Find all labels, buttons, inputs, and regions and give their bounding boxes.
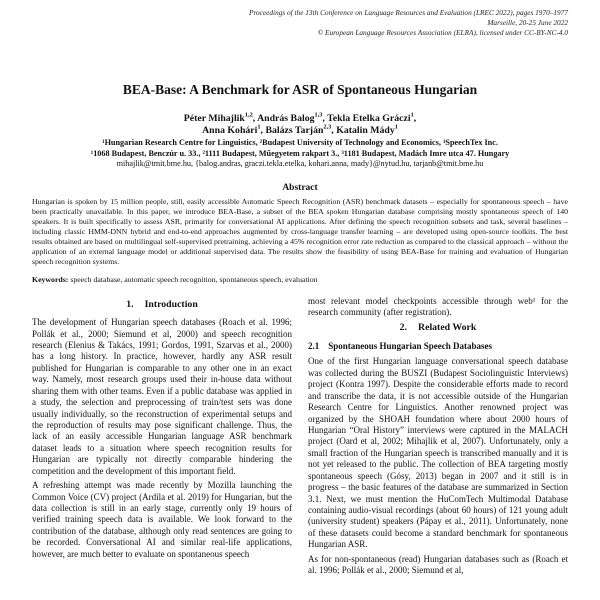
proceedings-header	[32, 8, 568, 38]
section-heading-introduction	[32, 299, 292, 311]
paragraph: A refreshing attempt was made recently by Mozilla launching the Common Voice (CV) project (Ardila et al. 2019) for Hungarian, but the data collection is still in an early stage, currently only 19 hours of verified training speech data is available. We look forward to the contribution of the database, although only read sentences are going to be recorded. Conversational AI and similar real-life applications, however, are much better to evaluate on spontaneous speech	[32, 480, 292, 559]
author-separator: ,	[260, 125, 266, 137]
authors-line-1	[32, 113, 568, 126]
section-heading-related-work	[308, 322, 568, 334]
left-column	[32, 296, 292, 580]
two-column-body	[32, 296, 568, 580]
author-3	[327, 113, 416, 124]
author-name: Péter Mihajlik	[183, 112, 245, 124]
paper-title: BEA-Base: A Benchmark for ASR of Spontaneous Hungarian	[122, 81, 478, 97]
author-name: Balázs Tarján	[265, 125, 324, 137]
keywords-line	[32, 275, 568, 284]
emails-line: mihajlik@tmit.bme.hu, {balog.andras, graczi.tekla.etelka, kohari.anna, mady}@nytud.hu, tarjanb@tmit.bme.hu	[116, 159, 484, 169]
author-affil-sup: 1,3	[314, 111, 323, 119]
paragraph: As for non-spontaneous (read) Hungarian databases such as (Roach et al. 1996; Pollák et al., 2000; Siemund et al,	[308, 553, 568, 576]
authors-line-2	[32, 125, 568, 138]
author-2	[257, 113, 327, 124]
author-name: Anna Kohári	[202, 125, 258, 137]
venue-date-line: Marseille, 20-25 June 2022	[487, 17, 568, 27]
author-separator: ,	[322, 112, 328, 124]
addresses-line: ¹1068 Budapest, Benczúr u. 33., ²1111 Budapest, Műegyetem rakpart 3., ³1181 Budapest, Madách Imre utca 47. Hungary	[90, 148, 510, 158]
authors-block	[32, 113, 568, 138]
author-affil-sup: 1	[394, 124, 398, 131]
subsection-number: 2.1	[308, 341, 320, 352]
author-name: Katalin Mády	[336, 125, 395, 137]
author-affil-sup: 1,2	[244, 111, 253, 119]
author-1	[184, 113, 257, 124]
author-5	[265, 125, 336, 136]
section-number: 2.	[399, 321, 408, 333]
author-separator: ,	[252, 112, 258, 124]
abstract-heading: Abstract	[282, 182, 318, 193]
subsection-title: Spontaneous Hungarian Speech Databases	[328, 341, 493, 352]
author-6	[336, 125, 398, 136]
right-column	[308, 296, 568, 580]
license-line: © European Language Resources Association (ELRA), licensed under CC-BY-NC-4.0	[317, 27, 568, 37]
section-number: 1.	[126, 298, 134, 310]
section-title: Related Work	[418, 321, 477, 333]
author-name: András Balog	[257, 112, 315, 124]
affiliations-line: ¹Hungarian Research Centre for Linguistics, ²Budapest University of Technology and Economics, ³SpeechTex Inc.	[102, 138, 498, 147]
author-name: Tekla Etelka Gráczi	[327, 112, 411, 124]
section-title: Introduction	[144, 298, 198, 310]
author-affil-sup: 2,3	[323, 124, 332, 131]
keywords-text: speech database, automatic speech recognition, spontaneous speech, evaluation	[68, 274, 318, 284]
paragraph: most relevant model checkpoints accessible through web¹ for the research community (after registration).	[308, 295, 568, 318]
subsection-heading-spontaneous-databases	[308, 341, 568, 352]
paragraph: One of the first Hungarian language conversational speech database was collected during the BUSZI (Budapest Sociolinguistic Interviews) project (Kontra 1997). Despite the considerable efforts made to record and transcribe the data, it is not accessible outside of the Hungarian Research Centre for Linguistics. Another renowned project was organized by the SHOAH foundation where about 2000 hours of Hungarian “Oral History” interviews were captured in the MALACH project (Oard et al, 2002; Mihajlik et al, 2007). Unfortunately, only a small fraction of the Hungarian speech is transcribed manually and it is not yet released to the public. The collection of BEA targeting mostly spontaneous speech (Gósy, 2013) began in 2007 and it still is in progress – the basic features of the database are summarized in Section 3.1. Next, we must mention the HuComTech Multimodal Database containing audio-visual recordings (about 60 hours) of 121 young adult (university student) speakers (Pápay et al., 2011). Unfortunately, none of these datasets could become a standard benchmark for spontaneous Hungarian ASR.	[308, 356, 568, 550]
paragraph: The development of Hungarian speech databases (Roach et al. 1996; Pollák et al., 2000; Siemund et al, 2000) and speech recognition research (Elenius & Takács, 1991; Gordos, 1991, Szarvas et al., 2000) has a long history. In practice, however, hardly any ASR result published for Hungarian is comparable to any other one in an exact way. Namely, most research groups used their in-house data without sharing them with other teams. Even if a public database was applied in a study, the selection and preprocessing of train/test sets was done usually individually, so the reconstruction of experimental setups and the reproduction of results may pose significant challenge. Thus, the lack of an easily accessible Hungarian language ASR benchmark dataset leads to a situation where speech recognition results for Hungarian are typically not directly comparable hindering the competition and the development of this important field.	[32, 317, 292, 476]
abstract-text: Hungarian is spoken by 15 million people, still, easily accessible Automatic Speech Recognition (ASR) benchmark datasets – especially for spontaneous speech – have been practically unavailable. In this paper, we introduce BEA-Base, a subset of the BEA spoken Hungarian database comprising mostly spontaneous speech of 140 speakers. It is built specifically to assess ASR, primarily for conversational AI applications. After defining the speech recognition subsets and task, several baselines – including classic HMM-DNN hybrid and end-to-end approaches augmented by cross-language transfer learning – are developed using open-source toolkits. The best results obtained are based on multilingual self-supervised pretraining, achieving a 45% recognition error rate reduction as compared to the classical approach – without the application of an external language model or additional supervised data. The results show the feasibility of using BEA-Base for training and evaluation of Hungarian speech recognition systems.	[32, 196, 568, 266]
author-separator: ,	[413, 112, 417, 124]
keywords-label: Keywords:	[32, 274, 69, 284]
proceedings-line: Proceedings of the 13th Conference on Language Resources and Evaluation (LREC 2022), pages 1970–1977	[249, 8, 568, 17]
author-affil-sup: 1	[410, 111, 414, 119]
author-separator: ,	[331, 125, 337, 137]
author-4	[202, 125, 265, 136]
author-affil-sup: 1	[257, 124, 261, 131]
